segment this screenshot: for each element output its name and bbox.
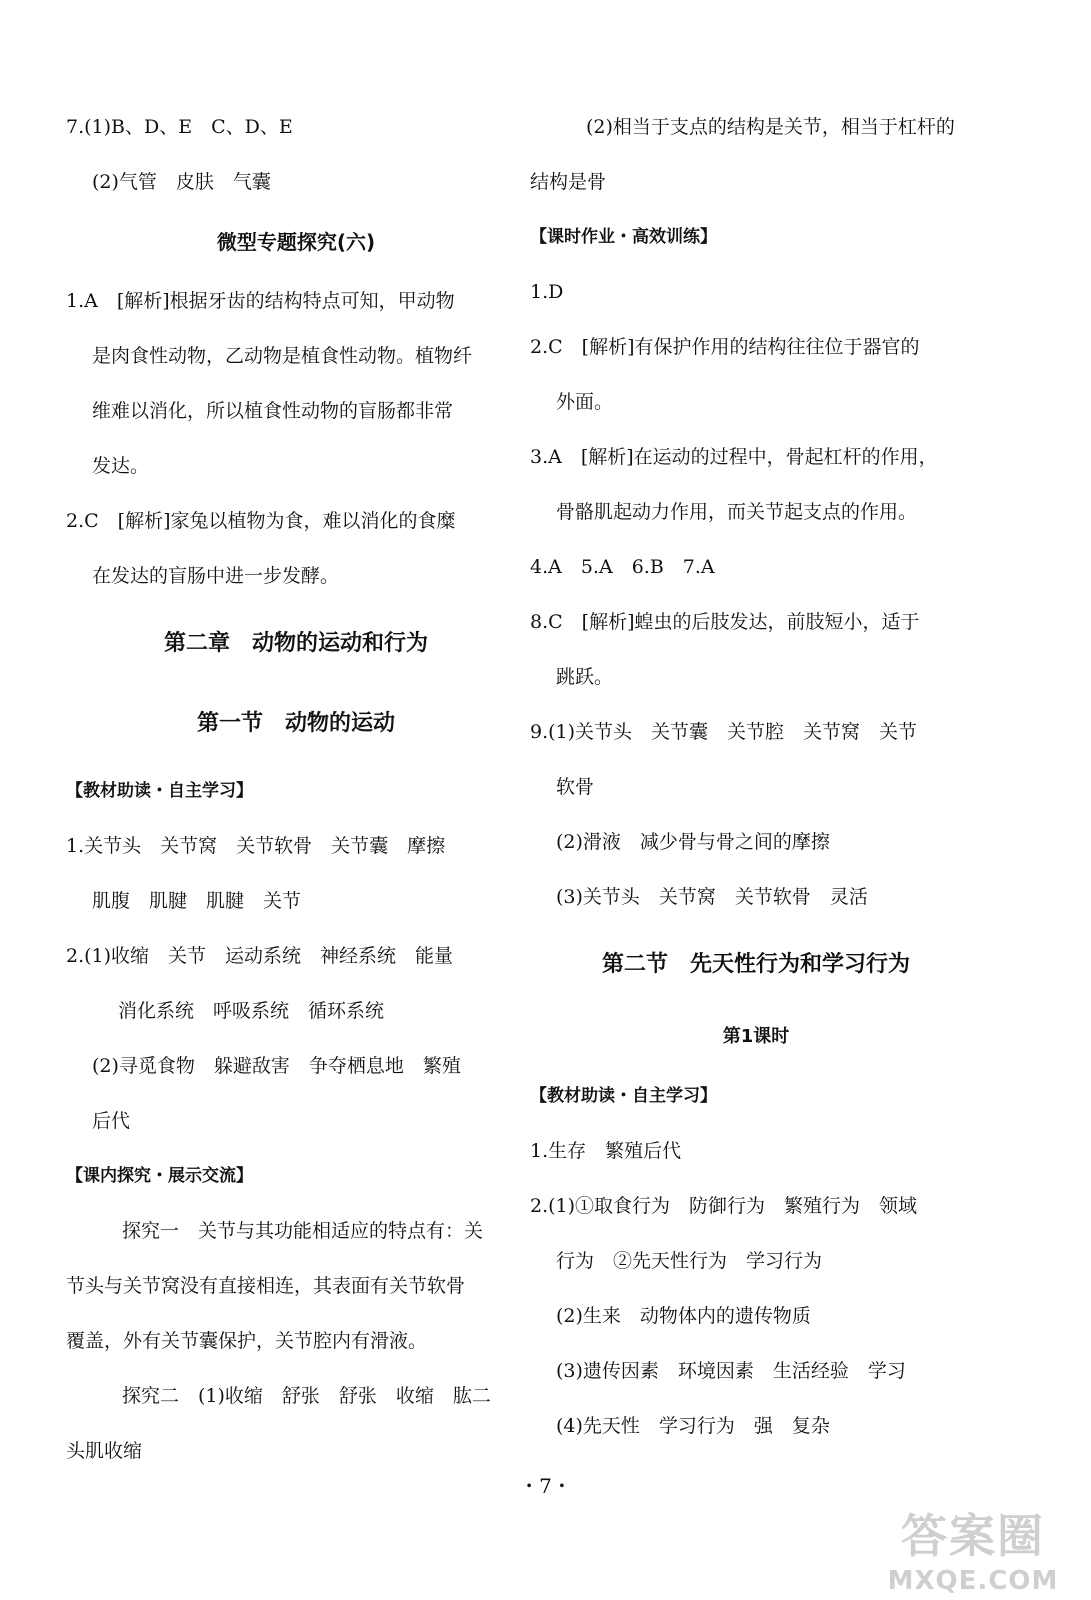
section-heading: 第一节 动物的运动: [196, 711, 395, 736]
text-line: 探究一 关节与其功能相适应的特点有：关: [122, 1220, 484, 1242]
text-line: (2)寻觅食物 躲避敌害 争夺栖息地 繁殖: [92, 1055, 461, 1077]
subsection-label: 【教材助读・自主学习】: [66, 781, 253, 801]
text-line: 探究二 (1)收缩 舒张 舒张 收缩 肱二: [122, 1385, 491, 1407]
text-line: (2)相当于支点的结构是关节，相当于杠杆的: [586, 116, 955, 138]
text-line: 3.A [解析]在运动的过程中，骨起杠杆的作用，: [530, 446, 938, 468]
section-heading: 第二节 先天性行为和学习行为: [601, 952, 910, 977]
text-line: (2)滑液 减少骨与骨之间的摩擦: [556, 831, 830, 853]
section-heading: 第二章 动物的运动和行为: [163, 631, 428, 656]
text-line: 后代: [92, 1110, 131, 1132]
text-line: 1.关节头 关节窝 关节软骨 关节囊 摩擦: [66, 835, 446, 857]
subsection-label: 【教材助读・自主学习】: [530, 1086, 717, 1106]
text-line: 8.C [解析]蝗虫的后肢发达，前肢短小，适于: [530, 611, 920, 633]
text-line: (4)先天性 学习行为 强 复杂: [556, 1415, 830, 1437]
subsection-label: 【课内探究・展示交流】: [66, 1166, 253, 1186]
page-number: ・7・: [519, 1474, 572, 1498]
text-line: 1.A [解析]根据牙齿的结构特点可知，甲动物: [66, 290, 455, 312]
text-line: 2.C [解析]有保护作用的结构往往位于器官的: [530, 336, 920, 358]
text-line: 是肉食性动物，乙动物是植食性动物。植物纤: [92, 345, 473, 367]
text-line: 2.(1)①取食行为 防御行为 繁殖行为 领域: [530, 1195, 918, 1217]
text-line: 跳跃。: [556, 666, 614, 688]
text-line: 4.A 5.A 6.B 7.A: [530, 556, 715, 578]
section-heading: 第1课时: [722, 1026, 790, 1047]
text-line: 骨骼肌起动力作用，而关节起支点的作用。: [556, 501, 918, 523]
watermark-url: MXQE.COM: [887, 1566, 1059, 1596]
right-column: [530, 100, 982, 1454]
subsection-label: 【课时作业・高效训练】: [530, 227, 717, 247]
left-column: [66, 100, 526, 1479]
text-line: 覆盖，外有关节囊保护，关节腔内有滑液。: [66, 1330, 428, 1352]
text-line: 外面。: [556, 391, 614, 413]
text-line: 维难以消化，所以植食性动物的盲肠都非常: [92, 400, 454, 422]
text-line: (2)气管 皮肤 气囊: [92, 171, 271, 193]
text-line: 在发达的盲肠中进一步发酵。: [92, 565, 340, 587]
watermark-title: 答案圈: [901, 1509, 1045, 1563]
text-line: 行为 ②先天性行为 学习行为: [556, 1250, 823, 1272]
text-line: (3)关节头 关节窝 关节软骨 灵活: [556, 886, 868, 908]
text-line: (2)生来 动物体内的遗传物质: [556, 1305, 811, 1327]
text-line: 节头与关节窝没有直接相连，其表面有关节软骨: [66, 1275, 466, 1297]
text-line: 肌腹 肌腱 肌腱 关节: [92, 890, 302, 912]
text-line: 7.(1)B、D、E C、D、E: [66, 116, 293, 138]
watermark-logo: [873, 1500, 1073, 1596]
text-line: 2.(1)收缩 关节 运动系统 神经系统 能量: [66, 945, 454, 967]
text-line: 2.C [解析]家兔以植物为食，难以消化的食糜: [66, 510, 456, 532]
text-line: 消化系统 呼吸系统 循环系统: [118, 1000, 385, 1022]
text-line: 软骨: [556, 776, 595, 798]
text-line: (3)遗传因素 环境因素 生活经验 学习: [556, 1360, 906, 1382]
text-line: 1.生存 繁殖后代: [530, 1140, 682, 1162]
text-line: 1.D: [530, 281, 564, 303]
section-heading: 微型专题探究(六): [216, 230, 376, 254]
text-line: 结构是骨: [530, 171, 607, 193]
text-line: 头肌收缩: [66, 1440, 143, 1462]
text-line: 9.(1)关节头 关节囊 关节腔 关节窝 关节: [530, 721, 918, 743]
text-line: 发达。: [92, 455, 150, 477]
